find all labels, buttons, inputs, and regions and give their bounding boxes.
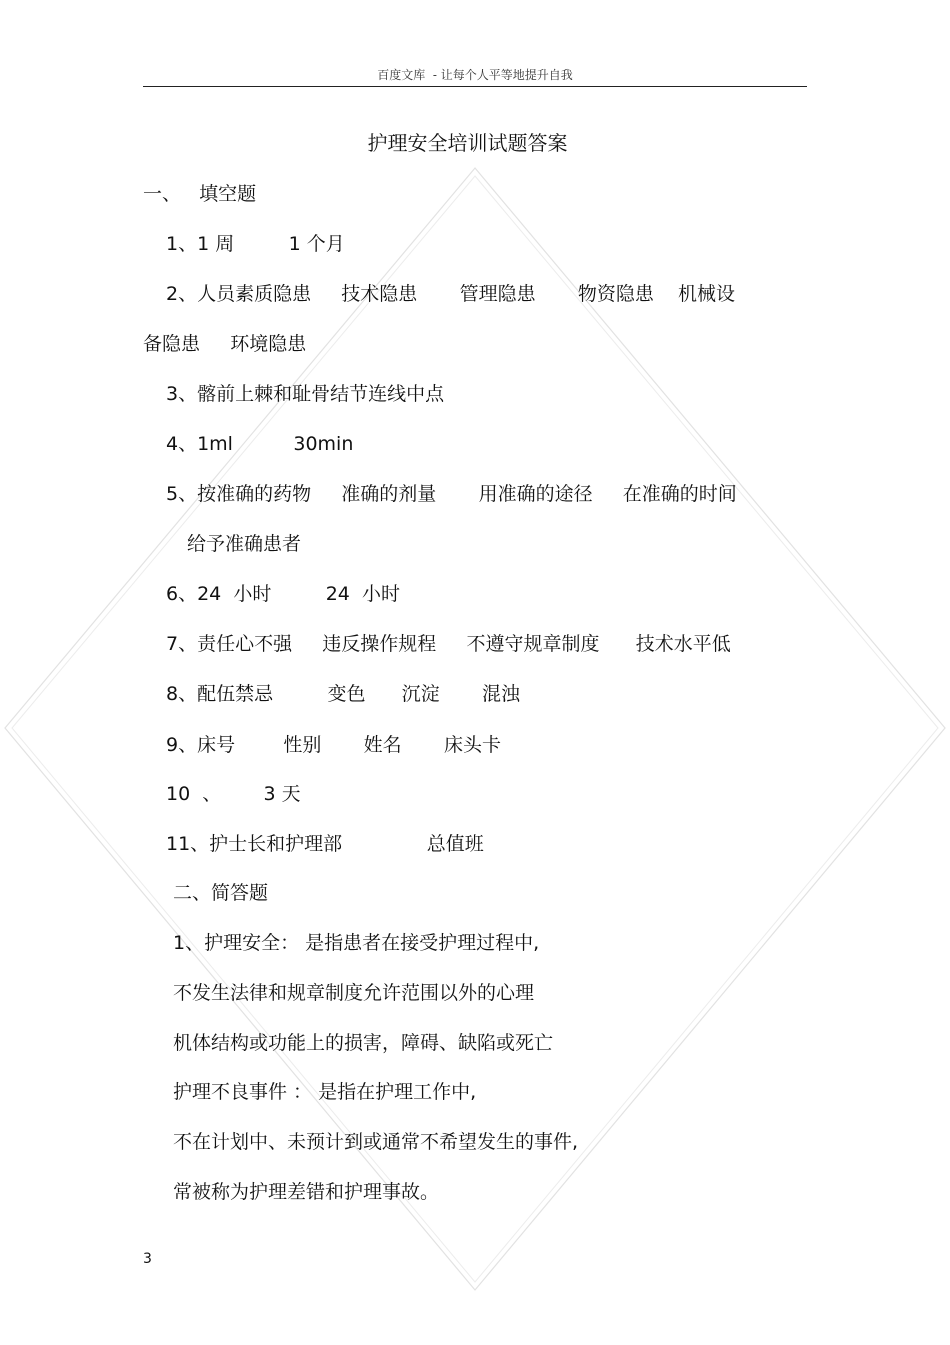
answer-line-3: 3、髂前上棘和耻骨结节连线中点	[166, 383, 445, 405]
header-rule	[143, 86, 807, 87]
short-answer-line-2: 不发生法律和规章制度允许范围以外的心理	[173, 982, 535, 1004]
answer-line-10: 10 、 3 天	[166, 783, 301, 805]
section-heading-short-answer: 二、简答题	[173, 882, 269, 904]
short-answer-line-3: 机体结构或功能上的损害，障碍、缺陷或死亡	[173, 1032, 554, 1054]
answer-line-2: 2、人员素质隐患 技术隐患 管理隐患 物资隐患 机械设	[166, 283, 735, 305]
answer-line-6: 6、24 小时 24 小时	[166, 583, 400, 605]
document-title: 护理安全培训试题答案	[367, 131, 568, 155]
answer-line-2-cont: 备隐患 环境隐患	[143, 333, 307, 355]
page-number: 3	[143, 1251, 152, 1267]
section-heading-fill-blanks: 一、 填空题	[143, 183, 257, 205]
short-answer-line-1: 1、护理安全： 是指患者在接受护理过程中,	[173, 932, 540, 954]
short-answer-line-4: 护理不良事件 ： 是指在护理工作中,	[173, 1081, 477, 1103]
answer-line-4: 4、1ml 30min	[166, 433, 354, 455]
answer-line-9: 9、床号 性别 姓名 床头卡	[166, 734, 501, 756]
short-answer-line-6: 常被称为护理差错和护理事故。	[173, 1181, 440, 1203]
short-answer-line-5: 不在计划中、未预计到或通常不希望发生的事件,	[173, 1131, 579, 1153]
answer-line-7: 7、责任心不强 违反操作规程 不遵守规章制度 技术水平低	[166, 633, 731, 655]
answer-line-5: 5、按准确的药物 准确的剂量 用准确的途径 在准确的时间	[166, 483, 737, 505]
answer-line-5-cont: 给予准确患者	[187, 533, 302, 555]
header-text: 百度文库 - 让每个人平等地提升自我	[377, 68, 573, 82]
answer-line-1: 1、1 周 1 个月	[166, 233, 345, 255]
answer-line-8: 8、配伍禁忌 变色 沉淀 混浊	[166, 683, 520, 705]
answer-line-11: 11、护士长和护理部 总值班	[166, 833, 484, 855]
